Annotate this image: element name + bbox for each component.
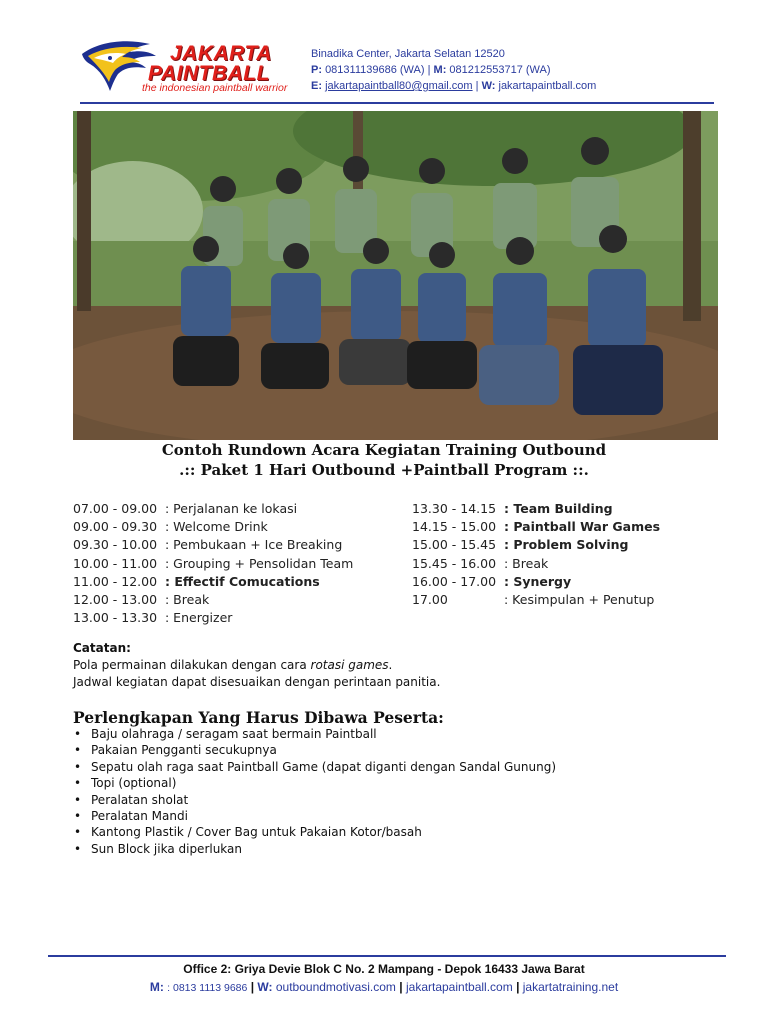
list-item: • Peralatan Mandi — [73, 808, 556, 824]
phone-number: 081311139686 (WA) — [325, 64, 425, 76]
rundown-title: Contoh Rundown Acara Kegiatan Training Outbound — [161, 441, 607, 459]
schedule-row — [412, 536, 660, 554]
schedule-time: 09.00 - 09.30 — [73, 519, 158, 535]
schedule-time: 11.00 - 12.00 — [73, 573, 158, 589]
schedule-time: 12.00 - 13.00 — [73, 592, 158, 608]
package-subtitle: .:: Paket 1 Hari Outbound +Paintball Program ::. — [179, 461, 589, 479]
notes-block — [73, 640, 440, 691]
group-photo — [73, 111, 718, 440]
notes-emphasis: rotasi games — [310, 658, 389, 672]
list-item: • Topi (optional) — [73, 775, 556, 791]
mobile-number: 081212553717 (WA) — [449, 64, 551, 76]
equipment-list — [73, 726, 556, 857]
list-item: • Peralatan sholat — [73, 792, 556, 808]
schedule-time: 16.00 - 17.00 — [412, 573, 497, 589]
group-photo-illustration — [73, 111, 718, 440]
schedule-row — [73, 591, 353, 609]
email-link[interactable]: jakartapaintball80@gmail.com — [325, 80, 473, 92]
list-item: • Sun Block jika diperlukan — [73, 841, 556, 857]
web-link[interactable]: jakartapaintball.com — [498, 80, 597, 92]
email-label: E: — [311, 80, 322, 92]
schedule-activity: : Welcome Drink — [165, 519, 268, 535]
footer-mobile-label: M: — [149, 980, 168, 994]
separator: | — [250, 980, 255, 994]
notes-title: Catatan: — [73, 641, 131, 655]
web-label: W: — [481, 80, 496, 92]
schedule-activity: : Energizer — [165, 610, 233, 626]
schedule-row — [73, 500, 353, 518]
schedule-row — [73, 555, 353, 573]
schedule-time: 17.00 — [412, 592, 448, 608]
footer-site-link[interactable]: jakartatraining.net — [522, 980, 619, 994]
schedule-activity: : Kesimpulan + Penutup — [504, 592, 655, 608]
schedule-activity: : Synergy — [504, 573, 572, 589]
office-address: Office 2: Griya Devie Blok C No. 2 Mampang - Depok 16433 Jawa Barat — [183, 962, 585, 976]
logo-wordmark — [140, 44, 272, 84]
letterhead — [80, 36, 716, 106]
schedule-activity: : Break — [165, 592, 210, 608]
schedule-row — [412, 573, 660, 591]
separator: | — [516, 980, 520, 994]
footer-divider — [48, 955, 726, 957]
schedule-activity: : Perjalanan ke lokasi — [165, 501, 298, 516]
schedule-time: 09.30 - 10.00 — [73, 537, 158, 553]
notes-line-1 — [73, 657, 440, 674]
schedule-activity: : Break — [504, 555, 549, 571]
list-item: • Kantong Plastik / Cover Bag untuk Pakaian Kotor/basah — [73, 824, 556, 840]
schedule-row — [412, 500, 660, 518]
phone-line — [311, 62, 596, 78]
schedule-row — [73, 609, 353, 627]
schedule-time: 15.45 - 16.00 — [412, 555, 497, 571]
schedule-row — [412, 555, 660, 573]
schedule-row — [412, 591, 660, 609]
schedule-time: 15.00 - 15.45 — [412, 537, 497, 553]
notes-text: . — [388, 658, 393, 672]
schedule-time: 13.00 - 13.30 — [73, 610, 158, 626]
logo-word-paintball: PAINTBALL — [148, 62, 270, 85]
separator: | — [475, 80, 479, 92]
schedule-activity: : Pembukaan + Ice Breaking — [165, 537, 343, 553]
schedule-activity: : Effectif Comucations — [165, 573, 320, 589]
separator: | — [427, 64, 431, 76]
list-item: • Pakaian Pengganti secukupnya — [73, 742, 556, 758]
schedule-activity: : Paintball War Games — [504, 519, 661, 535]
footer-web-label: W: — [257, 980, 273, 994]
mobile-label: M: — [433, 64, 447, 76]
phone-label: P: — [311, 64, 322, 76]
schedule-activity: : Team Building — [504, 501, 613, 516]
equipment-heading: Perlengkapan Yang Harus Dibawa Peserta: — [73, 708, 444, 727]
schedule-time: 10.00 - 11.00 — [73, 555, 158, 571]
schedule-row — [73, 518, 353, 536]
schedule-row — [412, 518, 660, 536]
notes-text: Pola permainan dilakukan dengan cara — [73, 658, 311, 672]
contact-block — [311, 46, 596, 94]
footer-site-link[interactable]: jakartapaintball.com — [405, 980, 513, 994]
schedule-left-column — [73, 500, 353, 627]
schedule-row — [73, 573, 353, 591]
schedule-activity: : Problem Solving — [504, 537, 629, 553]
header-divider — [80, 102, 714, 104]
schedule-activity: : Grouping + Pensolidan Team — [165, 555, 354, 571]
logo-tagline: the indonesian paintball warrior — [142, 82, 288, 94]
email-line — [311, 78, 596, 94]
address-line: Binadika Center, Jakarta Selatan 12520 — [311, 48, 505, 60]
footer-contacts — [0, 980, 768, 994]
logo-word-jakarta: JAKARTA — [170, 42, 272, 65]
schedule-time: 07.00 - 09.00 — [73, 501, 158, 516]
schedule-right-column — [412, 500, 660, 609]
notes-line-2: Jadwal kegiatan dapat disesuaikan dengan perintaan panitia. — [73, 675, 441, 689]
schedule-time: 13.30 - 14.15 — [412, 501, 497, 516]
jakarta-paintball-logo — [80, 36, 304, 96]
footer-mobile: : 0813 1113 9686 — [167, 982, 248, 994]
footer-site-link[interactable]: outboundmotivasi.com — [275, 980, 396, 994]
schedule-row — [73, 536, 353, 554]
schedule-time: 14.15 - 15.00 — [412, 519, 497, 535]
list-item: • Baju olahraga / seragam saat bermain Paintball — [73, 726, 556, 742]
list-item: • Sepatu olah raga saat Paintball Game (dapat diganti dengan Sandal Gunung) — [73, 759, 556, 775]
separator: | — [399, 980, 403, 994]
